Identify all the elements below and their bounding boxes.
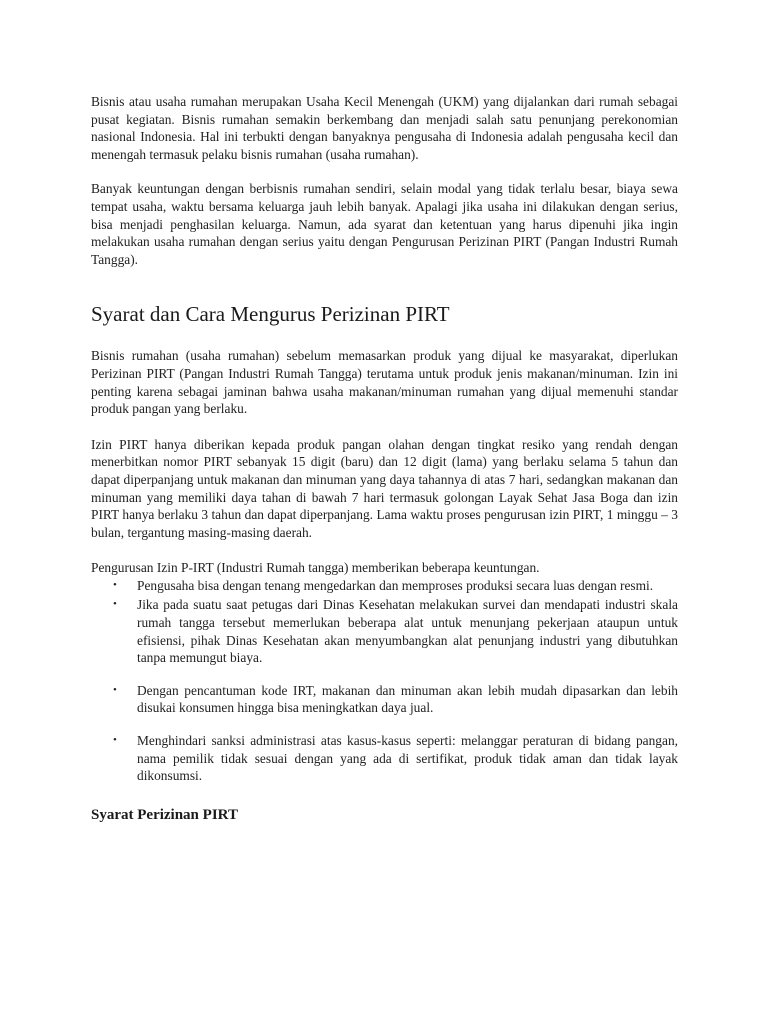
section-paragraph-3: Pengurusan Izin P-IRT (Industri Rumah tangga) memberikan beberapa keuntungan. bbox=[91, 560, 540, 576]
list-item-text: Menghindari sanksi administrasi atas kasus-kasus seperti: melanggar peraturan di bidang pangan, nama pemilik tidak sesuai dengan yang ada di sertifikat, produk tidak aman dan tidak layak dikonsumsi. bbox=[137, 733, 678, 784]
list-item bbox=[113, 596, 678, 666]
list-item bbox=[113, 577, 678, 595]
bullet-icon: • bbox=[113, 598, 117, 611]
bullet-icon: • bbox=[113, 734, 117, 747]
bullet-icon: • bbox=[113, 578, 117, 591]
benefits-list bbox=[91, 577, 678, 785]
document-page bbox=[91, 93, 678, 825]
section-paragraph-2: Izin PIRT hanya diberikan kepada produk pangan olahan dengan tingkat resiko yang rendah dengan menerbitkan nomor PIRT sebanyak 15 digit (baru) dan 12 digit (lama) yang berlaku selama 5 tahun dan dapat diperpanjang untuk makanan dan minuman yang daya tahannya di atas 7 hari, sedangkan makanan dan minuman yang memiliki daya tahan di bawah 7 hari termasuk golongan Layak Sehat Jasa Boga dan izin PIRT hanya berlaku 3 tahun dan dapat diperpanjang. Lama waktu proses pengurusan izin PIRT, 1 minggu – 3 bulan, tergantung masing-masing daerah. bbox=[91, 436, 678, 540]
bullet-icon: • bbox=[113, 683, 117, 696]
section-heading-syarat-perizinan: Syarat Perizinan PIRT bbox=[91, 806, 238, 823]
intro-paragraph-2: Banyak keuntungan dengan berbisnis rumahan sendiri, selain modal yang tidak terlalu besar, biaya sewa tempat usaha, waktu bersama keluarga jauh lebih banyak. Apalagi jika usaha ini dilakukan dengan serius, bisa menjadi penghasilan keluarga. Namun, ada syarat dan ketentuan yang harus dipenuhi jika ingin melakukan usaha rumahan dengan serius yaitu dengan Pengurusan Perizinan PIRT (Pangan Industri Rumah Tangga). bbox=[91, 181, 678, 267]
section-paragraph-1: Bisnis rumahan (usaha rumahan) sebelum memasarkan produk yang dijual ke masyarakat, diperlukan Perizinan PIRT (Pangan Industri Rumah Tangga) terutama untuk produk jenis makanan/minuman. Izin ini penting karena sebagai jaminan bahwa usaha makanan/minuman rumahan yang dijual memenuhi standar produk pangan yang berlaku. bbox=[91, 348, 678, 417]
intro-paragraph-1: Bisnis atau usaha rumahan merupakan Usaha Kecil Menengah (UKM) yang dijalankan dari rumah sebagai pusat kegiatan. Bisnis rumahan semakin berkembang dan menjadi salah satu penunjang perekonomian nasional Indonesia. Hal ini terbukti dengan banyaknya pengusaha di Indonesia adalah pengusaha kecil dan menengah termasuk pelaku bisnis rumahan (usaha rumahan). bbox=[91, 94, 678, 162]
section-heading-syarat-cara: Syarat dan Cara Mengurus Perizinan PIRT bbox=[91, 302, 450, 327]
list-item-text: Jika pada suatu saat petugas dari Dinas Kesehatan melakukan survei dan mendapati industri skala rumah tangga tersebut memerlukan beberapa alat untuk menunjang pekerjaan ataupun untuk efisiensi, pihak Dinas Kesehatan akan menyumbangkan alat penunjang industri yang dibutuhkan tanpa memungut biaya. bbox=[137, 597, 678, 666]
list-item bbox=[113, 682, 678, 717]
list-item-text: Dengan pencantuman kode IRT, makanan dan minuman akan lebih mudah dipasarkan dan lebih disukai konsumen hingga bisa meningkatkan daya jual. bbox=[137, 682, 678, 716]
list-item bbox=[113, 732, 678, 785]
list-item-text: Pengusaha bisa dengan tenang mengedarkan dan memproses produksi secara luas dengan resmi. bbox=[137, 577, 654, 593]
